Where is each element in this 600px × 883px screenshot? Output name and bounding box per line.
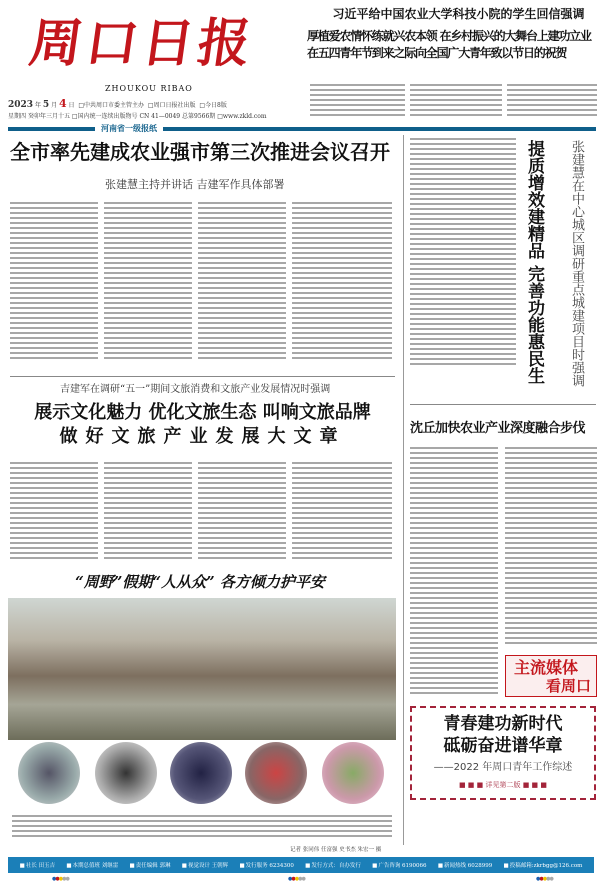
footer-item: ■ 投稿邮箱:zkrbgg@126.com bbox=[504, 861, 583, 869]
divider bbox=[10, 376, 395, 377]
footer-item: ■ 发行方式：自办发行 bbox=[305, 861, 361, 869]
pages: 今日8版 bbox=[205, 102, 227, 109]
article1-body bbox=[198, 202, 286, 360]
promo-box[interactable] bbox=[410, 706, 596, 800]
ad-banner[interactable] bbox=[505, 655, 597, 697]
lead-body-col1 bbox=[310, 84, 405, 118]
footer-item: ■ 发行服务 6234300 bbox=[239, 861, 293, 869]
lead-kicker: 习近平给中国农业大学科技小院的学生回信强调 bbox=[332, 7, 585, 21]
promo-line2: 砥砺奋进谱华章 bbox=[443, 736, 563, 756]
article3-body bbox=[505, 447, 597, 647]
right-article-subtitle: 张建慧在中心城区调研重点城建项目时强调 bbox=[569, 140, 584, 387]
column-divider bbox=[403, 135, 404, 845]
photo-circle bbox=[18, 742, 80, 804]
crowd-photo bbox=[8, 598, 396, 740]
article2-headline bbox=[10, 401, 395, 449]
right-article-body bbox=[410, 138, 516, 368]
dateline: 2023 年 5 月 4 日 □中共周口市委主管主办 □周口日报社出版 □今日8版 星期四 癸卯年三月十五 □国内统一连续出版物号 CN 41—0049 总第9566期 □www.zkld.com bbox=[8, 97, 267, 120]
promo-line3: ——2022 年周口青年工作综述 bbox=[433, 762, 573, 773]
photo-caption bbox=[12, 815, 392, 837]
footer-item: ■ 新闻热线 6028999 bbox=[438, 861, 492, 869]
color-registration-marks: ●●●●● bbox=[52, 876, 69, 882]
cn-number: 国内统一连续出版物号 CN 41—0049 总第9566期 bbox=[77, 113, 216, 120]
photo-title: “周野”假期“人从众” 各方倾力护平安 bbox=[75, 573, 325, 591]
photo-credit: 记者 张同伟 任富强 史书杰 朱宏一 摄 bbox=[290, 847, 382, 853]
article1-body bbox=[10, 202, 98, 360]
lead-body-col3 bbox=[507, 84, 597, 118]
lunar-date: 癸卯年三月十五 bbox=[27, 113, 70, 120]
article2-line1: 展示文化魅力 优化文旅生态 叫响文旅品牌 bbox=[34, 402, 371, 423]
ad-line1: 主流媒体 bbox=[514, 658, 579, 677]
right-article-title: 提质增效建精品 完善功能惠民生 bbox=[524, 140, 544, 384]
weekday: 星期四 bbox=[8, 113, 27, 120]
article3-body bbox=[410, 447, 498, 697]
article3-headline: 沈丘加快农业产业深度融合步伐 bbox=[410, 421, 586, 436]
footer-item: ■ 广告咨询 6190066 bbox=[372, 861, 426, 869]
footer-item: ■ 视觉设计 王朝辉 bbox=[182, 861, 228, 869]
footer-item: ■ 本期总值班 刘继雷 bbox=[66, 861, 118, 869]
lead-line2: 在五四青年节到来之际向全国广大青年致以节日的祝贺 bbox=[307, 46, 567, 60]
article2-body bbox=[198, 462, 286, 560]
color-registration-marks: ●●●●● bbox=[536, 876, 553, 882]
article2-body bbox=[292, 462, 392, 560]
photo-circle bbox=[245, 742, 307, 804]
lead-line1: 厚植爱农情怀练就兴农本领 在乡村振兴的大舞台上建功立业 bbox=[307, 29, 591, 43]
promo-see-page: ■ ■ ■ 详见第二版 ■ ■ ■ bbox=[458, 781, 548, 789]
masthead-pinyin: ZHOUKOU RIBAO bbox=[105, 84, 193, 93]
month: 5 bbox=[42, 100, 50, 110]
color-registration-marks: ●●●●● bbox=[288, 876, 305, 882]
lead-body-col2 bbox=[410, 84, 502, 118]
promo-line1: 青春建功新时代 bbox=[443, 714, 563, 734]
photo-circle bbox=[95, 742, 157, 804]
lead-headline bbox=[307, 28, 598, 62]
article1-body bbox=[292, 202, 392, 360]
website: www.zkld.com bbox=[222, 113, 267, 120]
footer-bar bbox=[8, 857, 594, 873]
article2-line2: 做好文旅产业发展大文章 bbox=[59, 426, 346, 447]
divider bbox=[410, 404, 596, 405]
footer-item: ■ 社长 田玉吉 bbox=[20, 861, 55, 869]
article2-body bbox=[104, 462, 192, 560]
article2-body bbox=[10, 462, 98, 560]
photo-circle bbox=[322, 742, 384, 804]
day: 4 bbox=[58, 97, 67, 110]
ad-line2: 看周口 bbox=[546, 677, 592, 695]
year: 2023 bbox=[8, 100, 34, 110]
article1-body bbox=[104, 202, 192, 360]
masthead-logo: 周口日报 bbox=[25, 13, 259, 74]
photo-circle bbox=[170, 742, 232, 804]
sponsor: 中共周口市委主管主办 bbox=[84, 102, 145, 109]
article1-headline: 全市率先建成农业强市第三次推进会议召开 bbox=[10, 140, 390, 164]
footer-item: ■ 责任编辑 郭琳 bbox=[130, 861, 171, 869]
rule-label: 河南省一级报纸 bbox=[95, 123, 163, 134]
article2-kicker: 吉建军在调研“五一”期间文旅消费和文旅产业发展情况时强调 bbox=[60, 384, 331, 395]
article1-subhead: 张建慧主持并讲话 吉建军作具体部署 bbox=[105, 178, 285, 191]
publisher: 周口日报社出版 bbox=[153, 102, 196, 109]
